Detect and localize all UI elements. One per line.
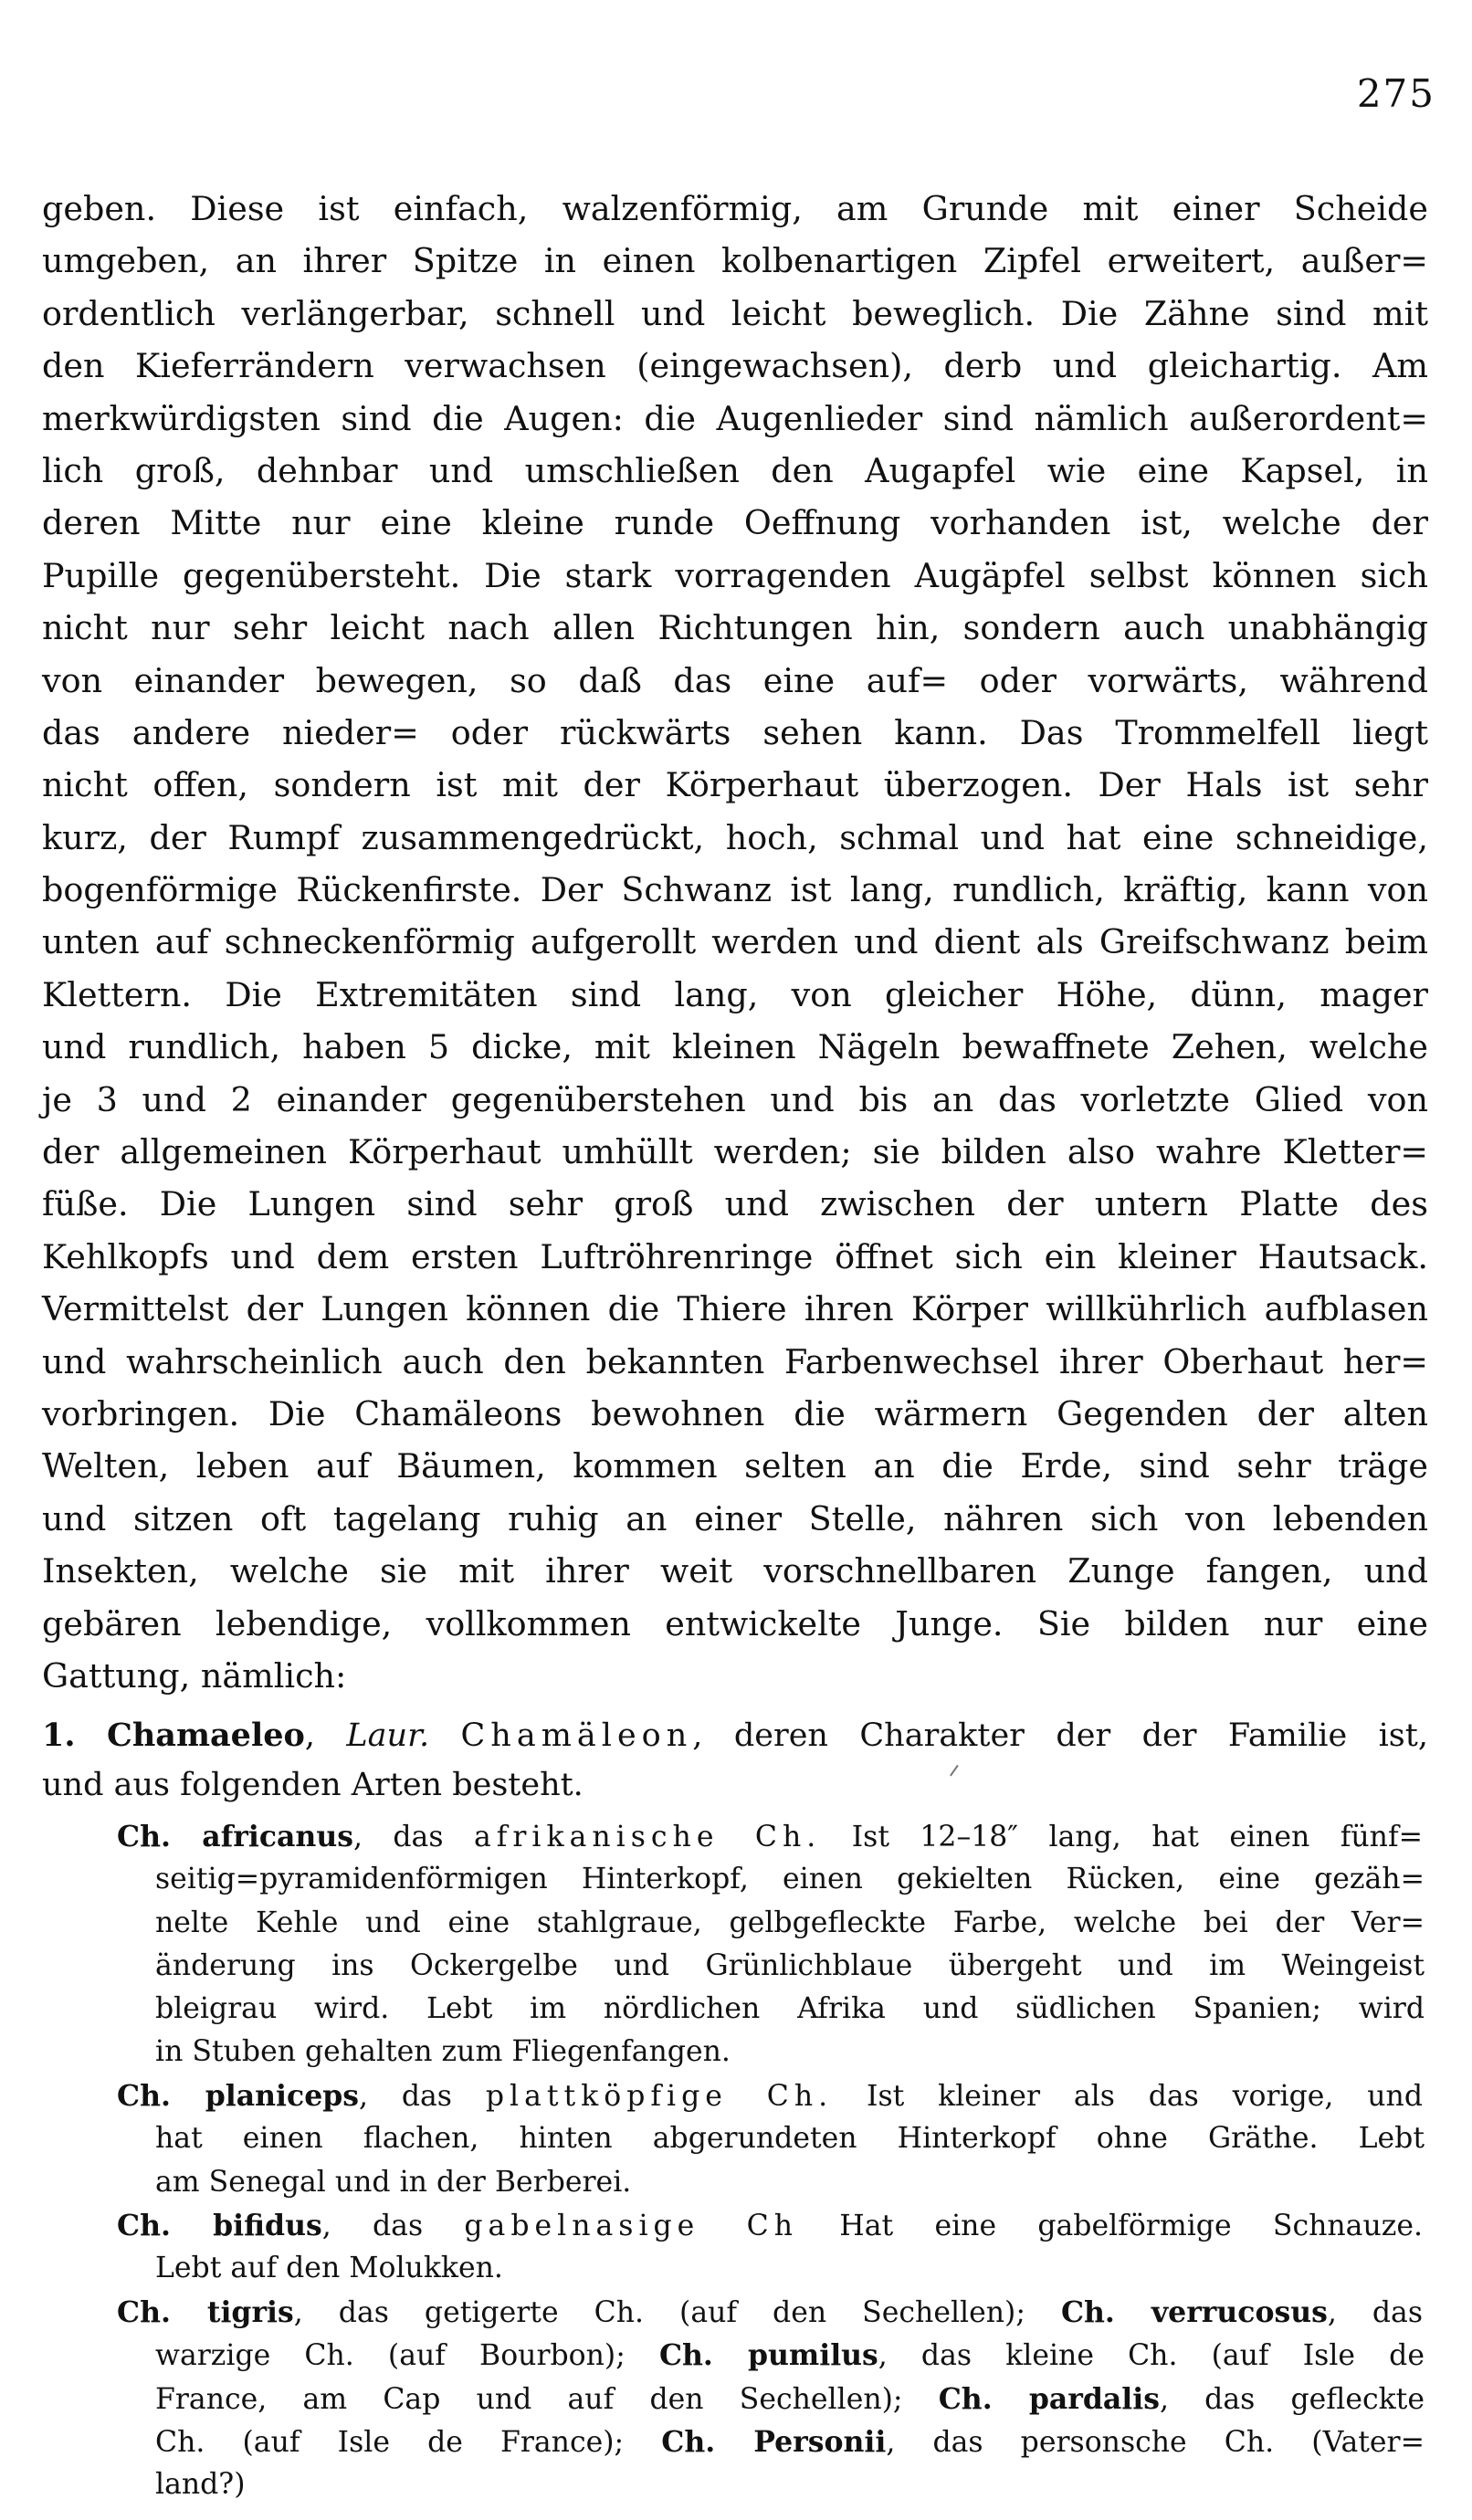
species-text-line: bleigrau wird. Lebt im nördlichen Afrika und südlichen Spanien; wird	[155, 1992, 1425, 2026]
genus-entry	[42, 1710, 1428, 1811]
species-text-line	[0, 2334, 1425, 2377]
species-text-line: Lebt auf den Molukken.	[155, 2252, 503, 2285]
text-line: ordentlich verlängerbar, schnell und leicht beweglich. Die Zähne sind mit	[42, 293, 1428, 333]
species-description: Ist 12–18″ lang, hat einen fünf=	[821, 1821, 1424, 1853]
species-entry-africanus	[0, 1815, 1472, 2074]
species-latin-name: Ch. africanus	[117, 1820, 353, 1853]
species-entry-planiceps	[0, 2074, 1472, 2204]
species-text-line: seitig=pyramidenförmigen Hinterkopf, einen gekielten Rücken, eine gezäh=	[155, 1863, 1425, 1896]
species-text-line: land?)	[155, 2468, 246, 2502]
species-description: warzige Ch. (auf Bourbon);	[155, 2339, 659, 2373]
text-line: und sitzen oft tagelang ruhig an einer Stelle, nähren sich von lebenden	[42, 1498, 1428, 1538]
text-line: unten auf schneckenförmig aufgerollt werden und dient als Greifschwanz beim	[42, 922, 1428, 962]
text-line: Welten, leben auf Bäumen, kommen selten an die Erde, sind sehr träge	[42, 1446, 1428, 1486]
text-line: Gattung, nämlich:	[42, 1655, 347, 1696]
species-description: , das getigerte Ch. (auf den Sechellen);	[293, 2296, 1061, 2329]
species-latin-name: Ch. Personii	[661, 2424, 887, 2459]
species-heading-line	[0, 2291, 1423, 2334]
species-connector: , das	[359, 2080, 486, 2113]
species-latin-name: Ch. tigris	[117, 2295, 294, 2329]
page-number: 275	[1356, 71, 1435, 116]
genus-description-line: und aus folgenden Arten besteht.	[42, 1767, 584, 1803]
species-common-name: gabelnasige Ch	[464, 2210, 798, 2242]
species-description: Ist kleiner als das vorige, und	[833, 2080, 1423, 2113]
text-line: und wahrscheinlich auch den bekannten Farbenwechsel ihrer Oberhaut her=	[42, 1341, 1428, 1381]
text-line: nicht nur sehr leicht nach allen Richtungen hin, sondern auch unabhängig	[42, 608, 1428, 648]
species-description: Ch. (auf Isle de France);	[155, 2425, 662, 2459]
species-text-line: hat einen flachen, hinten abgerundeten Hinterkopf ohne Gräthe. Lebt	[155, 2122, 1425, 2156]
species-description: , das personsche Ch. (Vater=	[886, 2425, 1425, 2459]
species-description: , das gefleckte	[1159, 2382, 1425, 2416]
text-line: Pupille gegenübersteht. Die stark vorragenden Augäpfel selbst können sich	[42, 555, 1428, 595]
species-text-line: änderung ins Ockergelbe und Grünlichblaue übergeht und im Weingeist	[155, 1948, 1425, 1982]
text-line: vorbringen. Die Chamäleons bewohnen die wärmern Gegenden der alten	[42, 1393, 1428, 1433]
text-line: gebären lebendige, vollkommen entwickelte Junge. Sie bilden nur eine	[42, 1603, 1428, 1643]
genus-name: Chamaeleo	[106, 1717, 305, 1754]
text-line: Klettern. Die Extremitäten sind lang, von gleicher Höhe, dünn, mager	[42, 974, 1428, 1014]
genus-common-name: Chamäleon	[460, 1717, 693, 1754]
text-line: merkwürdigsten sind die Augen: die Augenlieder sind nämlich außerordent=	[42, 398, 1428, 438]
genus-heading-line: 1. Chamaeleo, Laur. Chamäleon, deren Charakter der der Familie ist,	[42, 1717, 1428, 1754]
species-description: Hat eine gabelförmige Schnauze.	[798, 2210, 1423, 2242]
text-line: und rundlich, haben 5 dicke, mit kleinen Nägeln bewaffnete Zehen, welche	[42, 1027, 1428, 1067]
text-line: geben. Diese ist einfach, walzenförmig, am Grunde mit einer Scheide	[42, 189, 1428, 228]
species-text-line: nelte Kehle und eine stahlgraue, gelbgefleckte Farbe, welche bei der Ver=	[155, 1906, 1425, 1939]
species-entry-bifidus	[0, 2204, 1472, 2291]
species-text-line: am Senegal und in der Berberei.	[155, 2165, 632, 2199]
species-latin-name: Ch. bifidus	[117, 2209, 322, 2242]
species-text-line	[0, 2420, 1425, 2463]
text-line: deren Mitte nur eine kleine runde Oeffnung vorhanden ist, welche der	[42, 503, 1428, 543]
body-paragraph	[42, 183, 1428, 1702]
species-description: , das kleine Ch. (auf Isle de	[878, 2339, 1425, 2373]
species-entry-others	[0, 2291, 1472, 2506]
text-line: der allgemeinen Körperhaut umhüllt werden; sie bilden also wahre Kletter=	[42, 1132, 1428, 1172]
genus-author: Laur.	[346, 1717, 430, 1754]
text-line: nicht offen, sondern ist mit der Körperhaut überzogen. Der Hals ist sehr	[42, 765, 1428, 805]
species-description: France, am Cap und auf den Sechellen);	[155, 2382, 939, 2416]
species-latin-name: Ch. pumilus	[658, 2338, 878, 2373]
species-description: , das	[1327, 2296, 1423, 2329]
text-line: lich groß, dehnbar und umschließen den Augapfel wie eine Kapsel, in	[42, 450, 1428, 490]
species-latin-name: Ch. pardalis	[938, 2381, 1160, 2416]
text-line: Kehlkopfs und dem ersten Luftröhrenringe öffnet sich ein kleiner Hautsack.	[42, 1236, 1428, 1276]
species-heading-line	[0, 1815, 1423, 1858]
species-heading-line	[0, 2074, 1423, 2117]
text-line: umgeben, an ihrer Spitze in einen kolbenartigen Zipfel erweitert, außer=	[42, 241, 1428, 281]
text-line: Insekten, welche sie mit ihrer weit vorschnellbaren Zunge fangen, und	[42, 1551, 1428, 1591]
species-text-line	[0, 2378, 1425, 2420]
text-line: von einander bewegen, so daß das eine auf= oder vorwärts, während	[42, 660, 1428, 700]
species-common-name: afrikanische Ch.	[473, 1821, 822, 1853]
text-line: bogenförmige Rückenfirste. Der Schwanz ist lang, rundlich, kräftig, kann von	[42, 870, 1428, 910]
text-line: das andere nieder= oder rückwärts sehen kann. Das Trommelfell liegt	[42, 712, 1428, 752]
species-heading-line	[0, 2204, 1423, 2247]
genus-description: , deren Charakter der der Familie ist,	[692, 1717, 1428, 1754]
species-text-line: in Stuben gehalten zum Fliegenfangen.	[155, 2035, 731, 2069]
species-connector: , das	[321, 2210, 465, 2242]
text-line: füße. Die Lungen sind sehr groß und zwischen der untern Platte des	[42, 1184, 1428, 1224]
text-line: Vermittelst der Lungen können die Thiere ihren Körper willkührlich aufblasen	[42, 1289, 1428, 1329]
species-latin-name: Ch. planiceps	[117, 2079, 359, 2113]
text-line: den Kieferrändern verwachsen (eingewachsen), derb und gleichartig. Am	[42, 346, 1428, 386]
species-connector: , das	[352, 1821, 474, 1853]
species-common-name: plattköpfige Ch.	[485, 2080, 834, 2113]
genus-number: 1.	[42, 1717, 76, 1754]
text-line: kurz, der Rumpf zusammengedrückt, hoch, schmal und hat eine schneidige,	[42, 817, 1428, 857]
text-line: je 3 und 2 einander gegenüberstehen und bis an das vorletzte Glied von	[42, 1079, 1428, 1119]
species-latin-name: Ch. verrucosus	[1060, 2295, 1328, 2329]
